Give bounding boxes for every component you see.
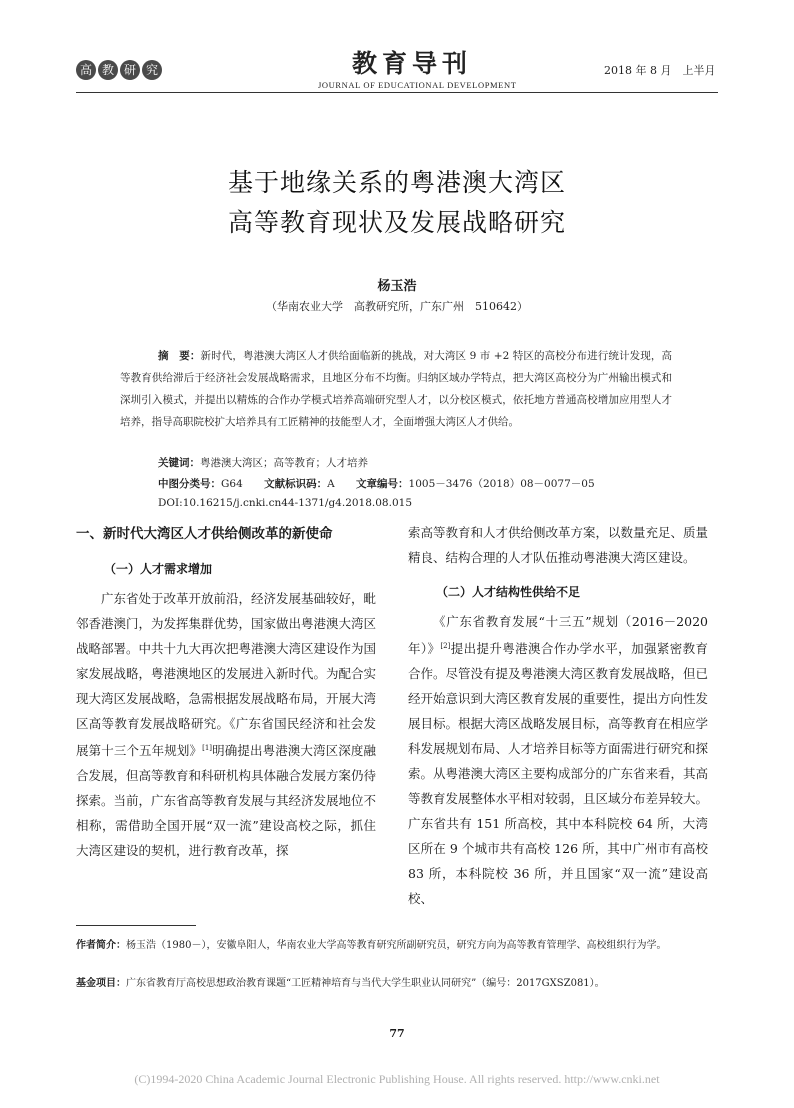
header-rule bbox=[76, 92, 718, 93]
section-heading: 一、新时代大湾区人才供给侧改革的新使命 bbox=[76, 526, 333, 542]
section-char: 教 bbox=[98, 60, 118, 80]
paragraph-text: 提出提升粤港澳合作办学水平，加强紧密教育合作。尽管没有提及粤港澳大湾区教育发展战略，但已经开始意识到大湾区教育发展的重要性，提出方向性发展目标。根据大湾区战略发展目标，高等教育在相应学科发展规划布局、人才培养目标等方面需进行研究和探索。从粤港澳大湾区主要构成部分的广东省来看，其高等教育发展整体水平相对较弱，且区域分布差异较大。广东省共有 151 所高校，其中本科院校 64 所，大湾区所在 9 个城市共有高校 126 所，其中广州市有高校 83 所，本科院校 36 所，并且国家“双一流”建设高校、 bbox=[408, 641, 709, 907]
abstract-label: 摘 要： bbox=[158, 350, 201, 362]
section-char: 究 bbox=[142, 60, 162, 80]
reference-marker: [1] bbox=[202, 744, 213, 752]
article-number-label: 文章编号： bbox=[356, 478, 409, 490]
section-char: 高 bbox=[76, 60, 96, 80]
body-paragraph bbox=[408, 609, 708, 911]
abstract-text: 新时代，粤港澳大湾区人才供给面临新的挑战，对大湾区 9 市 +2 特区的高校分布进行统计发现，高等教育供给滞后于经济社会发展战略需求，且地区分布不均衡。归纳区域办学特点，把大湾区高校分为广州输出模式和深圳引入模式，并提出以精炼的合作办学模式培养高端研究型人才，以分校区模式，依托地方普通高校增加应用型人才培养，指导高职院校扩大培养具有工匠精神的技能型人才，全面增强大湾区人才供给。 bbox=[120, 350, 672, 428]
fund-footnote bbox=[76, 975, 718, 992]
body-left-column bbox=[76, 520, 376, 863]
clc-value: G64 bbox=[221, 478, 243, 490]
author-affiliation: （华南农业大学 高教研究所，广东广州 510642） bbox=[266, 300, 528, 313]
author-name: 杨玉浩 bbox=[377, 279, 417, 294]
subsection-heading: （二）人才结构性供给不足 bbox=[436, 585, 581, 599]
keywords bbox=[158, 455, 368, 470]
article-number-value: 1005－3476（2018）08－0077－05 bbox=[408, 478, 595, 490]
author-footnote-label: 作者简介： bbox=[76, 940, 126, 951]
paragraph-text: 明确提出粤港澳大湾区深度融合发展，但高等教育和科研机构具体融合发展方案仍待探索。当前，广东省高等教育发展与其经济发展地位不相称，需借助全国开展“双一流”建设高校之际，抓住大湾区建设的契机，进行教育改革，探 bbox=[76, 743, 377, 859]
doc-code-value: A bbox=[327, 478, 335, 490]
subsection-heading: （一）人才需求增加 bbox=[104, 562, 213, 576]
fund-footnote-text: 广东省教育厅高校思想政治教育课题“工匠精神培育与当代大学生职业认同研究”（编号：2017GXSZ081）。 bbox=[126, 978, 605, 989]
body-paragraph bbox=[76, 586, 376, 863]
fund-footnote-label: 基金项目： bbox=[76, 978, 126, 989]
footnote-rule bbox=[76, 925, 196, 926]
copyright-notice: (C)1994-2020 China Academic Journal Electronic Publishing House. All rights reserved. http://www.cnki.net bbox=[134, 1072, 660, 1086]
issue-date: 2018 年 8 月 上半月 bbox=[604, 64, 716, 77]
page-number: 77 bbox=[389, 1027, 405, 1040]
journal-english-name: JOURNAL OF EDUCATIONAL DEVELOPMENT bbox=[318, 80, 517, 90]
section-badges bbox=[76, 60, 162, 80]
section-char: 研 bbox=[120, 60, 140, 80]
body-paragraph: 索高等教育和人才供给侧改革方案，以数量充足、质量精良、结构合理的人才队伍推动粤港澳大湾区建设。 bbox=[408, 525, 709, 565]
doc-code-label: 文献标识码： bbox=[264, 478, 328, 490]
article-title-line2: 高等教育现状及发展战略研究 bbox=[227, 208, 566, 237]
author-footnote-text: 杨玉浩（1980－），安徽阜阳人，华南农业大学高等教育研究所副研究员，研究方向为高等教育管理学、高校组织行为学。 bbox=[126, 940, 667, 951]
journal-logo: 教育导刊 bbox=[352, 49, 473, 78]
paragraph-text: 广东省处于改革开放前沿，经济发展基础较好，毗邻香港澳门，为发挥集群优势，国家做出粤港澳大湾区战略部署。中共十九大再次把粤港澳大湾区建设作为国家发展战略，粤港澳地区的发展进入新时代。为配合实现大湾区发展战略，急需根据发展战略布局，开展大湾区高等教育发展战略研究。《广东省国民经济和社会发展第十三个五年规划》 bbox=[76, 591, 377, 759]
clc-label: 中图分类号： bbox=[158, 478, 221, 490]
abstract bbox=[120, 345, 672, 433]
reference-marker: [2] bbox=[440, 642, 451, 650]
keywords-label: 关键词： bbox=[158, 457, 200, 469]
paragraph-text: 《广东省教育发展“十三五”规划（2016－2020 年）》 bbox=[408, 614, 708, 657]
article-title-line1: 基于地缘关系的粤港澳大湾区 bbox=[227, 168, 566, 197]
keywords-text: 粤港澳大湾区；高等教育；人才培养 bbox=[200, 457, 368, 469]
body-right-column bbox=[408, 520, 708, 911]
author-footnote bbox=[76, 937, 718, 954]
classification bbox=[158, 476, 595, 491]
doi: DOI:10.16215/j.cnki.cn44-1371/g4.2018.08.015 bbox=[158, 497, 412, 509]
